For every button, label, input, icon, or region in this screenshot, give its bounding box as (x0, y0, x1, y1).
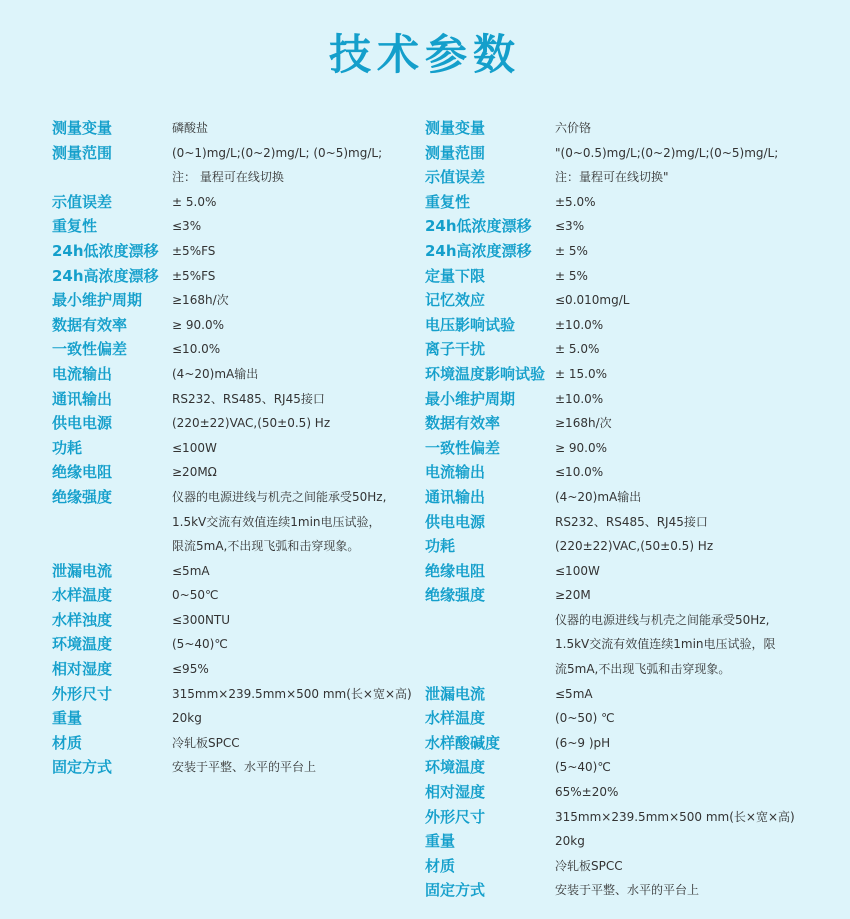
spec-row (52, 214, 422, 239)
spec-row (52, 583, 422, 608)
spec-value: ≤0.010mg/L (555, 293, 630, 308)
spec-value: 65%±20% (555, 785, 619, 800)
spec-value: ≤3% (172, 219, 202, 234)
spec-row (425, 878, 835, 903)
spec-value: 1.5kV交流有效值连续1min电压试验， (172, 514, 381, 529)
spec-label: 定量下限 (425, 266, 486, 285)
spec-row (52, 608, 422, 633)
spec-label: 通讯输出 (52, 389, 113, 408)
spec-label: 固定方式 (52, 758, 113, 777)
spec-row (52, 264, 422, 289)
spec-label: 水样浊度 (52, 610, 113, 629)
spec-row (52, 387, 422, 412)
spec-value: (0~50) ℃ (555, 711, 615, 726)
spec-label: 数据有效率 (52, 315, 128, 334)
spec-label: 最小维护周期 (52, 291, 143, 310)
spec-row (425, 141, 835, 166)
spec-label: 材质 (52, 733, 83, 752)
spec-value: (5~40)℃ (172, 637, 228, 652)
spec-value: 冷轧板SPCC (172, 735, 240, 750)
spec-row (425, 239, 835, 264)
spec-row (425, 706, 835, 731)
spec-value: ± 15.0% (555, 366, 607, 381)
spec-value: ≤100W (172, 440, 217, 455)
spec-row (52, 239, 422, 264)
spec-row (425, 854, 835, 879)
spec-value: ± 5.0% (172, 194, 217, 209)
spec-value: ≤100W (555, 563, 600, 578)
spec-label: 固定方式 (425, 881, 486, 900)
spec-row (425, 657, 835, 682)
spec-value: 20kg (172, 711, 202, 726)
spec-label: 重复性 (52, 217, 98, 236)
spec-row (52, 657, 422, 682)
spec-label: 重复性 (425, 192, 471, 211)
spec-row (52, 313, 422, 338)
spec-label: 一致性偏差 (425, 438, 501, 457)
spec-row (52, 755, 422, 780)
spec-row (425, 805, 835, 830)
spec-label: 功耗 (425, 537, 456, 556)
spec-row (425, 583, 835, 608)
spec-row (425, 780, 835, 805)
spec-label: 测量范围 (52, 143, 113, 162)
spec-value: (0~1)mg/L;(0~2)mg/L; (0~5)mg/L; (172, 145, 383, 160)
spec-value: "(0~0.5)mg/L;(0~2)mg/L;(0~5)mg/L; (555, 145, 779, 160)
spec-row (425, 411, 835, 436)
spec-label: 示值误差 (425, 168, 486, 187)
spec-row (425, 313, 835, 338)
spec-label: 测量变量 (52, 119, 113, 137)
spec-value: (4~20)mA输出 (172, 366, 259, 381)
spec-value: ±10.0% (555, 317, 604, 332)
spec-row (52, 731, 422, 756)
spec-row (425, 214, 835, 239)
spec-value: ≥168h/次 (555, 416, 612, 431)
spec-row (52, 362, 422, 387)
spec-label: 24h低浓度漂移 (52, 241, 159, 260)
spec-value: ± 5% (555, 268, 588, 283)
spec-label: 环境温度影响试验 (425, 364, 546, 383)
spec-row (425, 510, 835, 535)
spec-value: 限流5mA,不出现飞弧和击穿现象。 (172, 539, 360, 554)
spec-label: 电流输出 (52, 364, 113, 383)
spec-value: ≥ 90.0% (555, 440, 607, 455)
spec-label: 绝缘强度 (52, 487, 113, 506)
spec-label: 测量变量 (425, 119, 486, 137)
spec-row (52, 682, 422, 707)
spec-value: 0~50℃ (172, 588, 219, 603)
spec-label: 记忆效应 (425, 291, 486, 310)
spec-label: 电压影响试验 (425, 315, 516, 334)
spec-row (425, 460, 835, 485)
page-title: 技术参数 (328, 30, 521, 79)
spec-value: 安装于平整、水平的平台上 (555, 883, 700, 898)
left-spec-column (52, 116, 422, 780)
spec-label: 泄漏电流 (425, 684, 486, 703)
spec-row (52, 534, 422, 559)
spec-value: 六价铬 (555, 121, 592, 135)
spec-value: ±10.0% (555, 391, 604, 406)
spec-value: ≤95% (172, 662, 209, 677)
spec-label: 最小维护周期 (425, 389, 516, 408)
spec-value: ±5%FS (172, 243, 216, 258)
spec-value: ≤10.0% (172, 342, 221, 357)
spec-value: ≥20MΩ (172, 465, 217, 480)
spec-value: 1.5kV交流有效值连续1min电压试验，限 (555, 637, 776, 652)
spec-label: 示值误差 (52, 192, 113, 211)
spec-label: 24h高浓度漂移 (52, 266, 159, 285)
spec-label: 通讯输出 (425, 487, 486, 506)
spec-value: 流5mA,不出现飞弧和击穿现象。 (555, 662, 731, 677)
spec-label: 水样酸碱度 (425, 733, 501, 752)
spec-value: 安装于平整、水平的平台上 (172, 760, 317, 775)
spec-row (425, 264, 835, 289)
spec-row (425, 534, 835, 559)
spec-row (52, 706, 422, 731)
spec-row (425, 608, 835, 633)
spec-row (52, 559, 422, 584)
spec-value: RS232、RS485、RJ45接口 (172, 391, 325, 406)
spec-label: 测量范围 (425, 143, 486, 162)
spec-label: 一致性偏差 (52, 340, 128, 359)
right-spec-column (425, 116, 835, 903)
spec-value: ≤5mA (172, 563, 210, 578)
spec-value: 315mm×239.5mm×500 mm(长×宽×高) (172, 686, 412, 701)
spec-row (52, 436, 422, 461)
spec-row (425, 436, 835, 461)
spec-row (425, 559, 835, 584)
spec-row (425, 387, 835, 412)
spec-value: 磷酸盐 (172, 121, 209, 135)
spec-value: 冷轧板SPCC (555, 858, 623, 873)
spec-label: 环境温度 (425, 758, 486, 777)
spec-row (52, 190, 422, 215)
spec-value: (220±22)VAC,(50±0.5) Hz (172, 416, 331, 431)
spec-value: ± 5% (555, 243, 588, 258)
spec-label: 水样温度 (425, 709, 486, 728)
spec-row (425, 485, 835, 510)
spec-label: 外形尺寸 (425, 807, 486, 826)
spec-label: 功耗 (52, 438, 83, 457)
spec-label: 材质 (425, 856, 456, 875)
spec-row (425, 632, 835, 657)
spec-row (52, 288, 422, 313)
spec-value: 注：量程可在线切换" (555, 170, 669, 185)
spec-value: ±5%FS (172, 268, 216, 283)
spec-row (52, 510, 422, 535)
spec-value: ≤300NTU (172, 612, 231, 627)
spec-row (425, 337, 835, 362)
spec-value: (6~9 )pH (555, 735, 611, 750)
spec-label: 外形尺寸 (52, 684, 113, 703)
spec-row (425, 288, 835, 313)
spec-label: 绝缘电阻 (52, 463, 113, 482)
spec-label: 重量 (425, 832, 456, 851)
spec-row (425, 829, 835, 854)
spec-value: ± 5.0% (555, 342, 600, 357)
spec-row (52, 337, 422, 362)
spec-row (52, 632, 422, 657)
spec-label: 供电电源 (52, 414, 113, 433)
spec-row (52, 460, 422, 485)
spec-row (52, 116, 422, 141)
spec-label: 离子干扰 (425, 340, 486, 359)
spec-row (425, 731, 835, 756)
spec-label: 24h高浓度漂移 (425, 241, 532, 260)
spec-label: 绝缘电阻 (425, 561, 486, 580)
spec-row (52, 165, 422, 190)
spec-value: 20kg (555, 834, 585, 849)
spec-row (52, 411, 422, 436)
spec-label: 相对湿度 (52, 660, 113, 679)
spec-value: (220±22)VAC,(50±0.5) Hz (555, 539, 714, 554)
spec-label: 水样温度 (52, 586, 113, 605)
spec-label: 供电电源 (425, 512, 486, 531)
spec-value: ≥168h/次 (172, 293, 229, 308)
spec-value: ±5.0% (555, 194, 596, 209)
spec-value: ≥ 90.0% (172, 317, 224, 332)
spec-value: 315mm×239.5mm×500 mm(长×宽×高) (555, 809, 795, 824)
spec-value: RS232、RS485、RJ45接口 (555, 514, 708, 529)
spec-label: 数据有效率 (425, 414, 501, 433)
spec-label: 24h低浓度漂移 (425, 217, 532, 236)
spec-label: 绝缘强度 (425, 586, 486, 605)
spec-label: 泄漏电流 (52, 561, 113, 580)
spec-value: 仪器的电源进线与机壳之间能承受50Hz, (555, 612, 770, 627)
spec-row (425, 755, 835, 780)
spec-row (425, 165, 835, 190)
spec-row (52, 141, 422, 166)
spec-value: ≤10.0% (555, 465, 604, 480)
spec-value: (4~20)mA输出 (555, 489, 642, 504)
spec-value: ≤5mA (555, 686, 593, 701)
spec-row (425, 116, 835, 141)
spec-value: ≥20M (555, 588, 591, 603)
spec-value: 注： 量程可在线切换 (172, 170, 284, 185)
spec-label: 环境温度 (52, 635, 113, 654)
spec-row (425, 682, 835, 707)
spec-row (52, 485, 422, 510)
spec-label: 重量 (52, 709, 83, 728)
spec-value: 仪器的电源进线与机壳之间能承受50Hz, (172, 489, 387, 504)
spec-value: ≤3% (555, 219, 585, 234)
spec-row (425, 362, 835, 387)
spec-row (425, 190, 835, 215)
spec-label: 相对湿度 (425, 783, 486, 802)
spec-label: 电流输出 (425, 463, 486, 482)
spec-value: (5~40)℃ (555, 760, 611, 775)
